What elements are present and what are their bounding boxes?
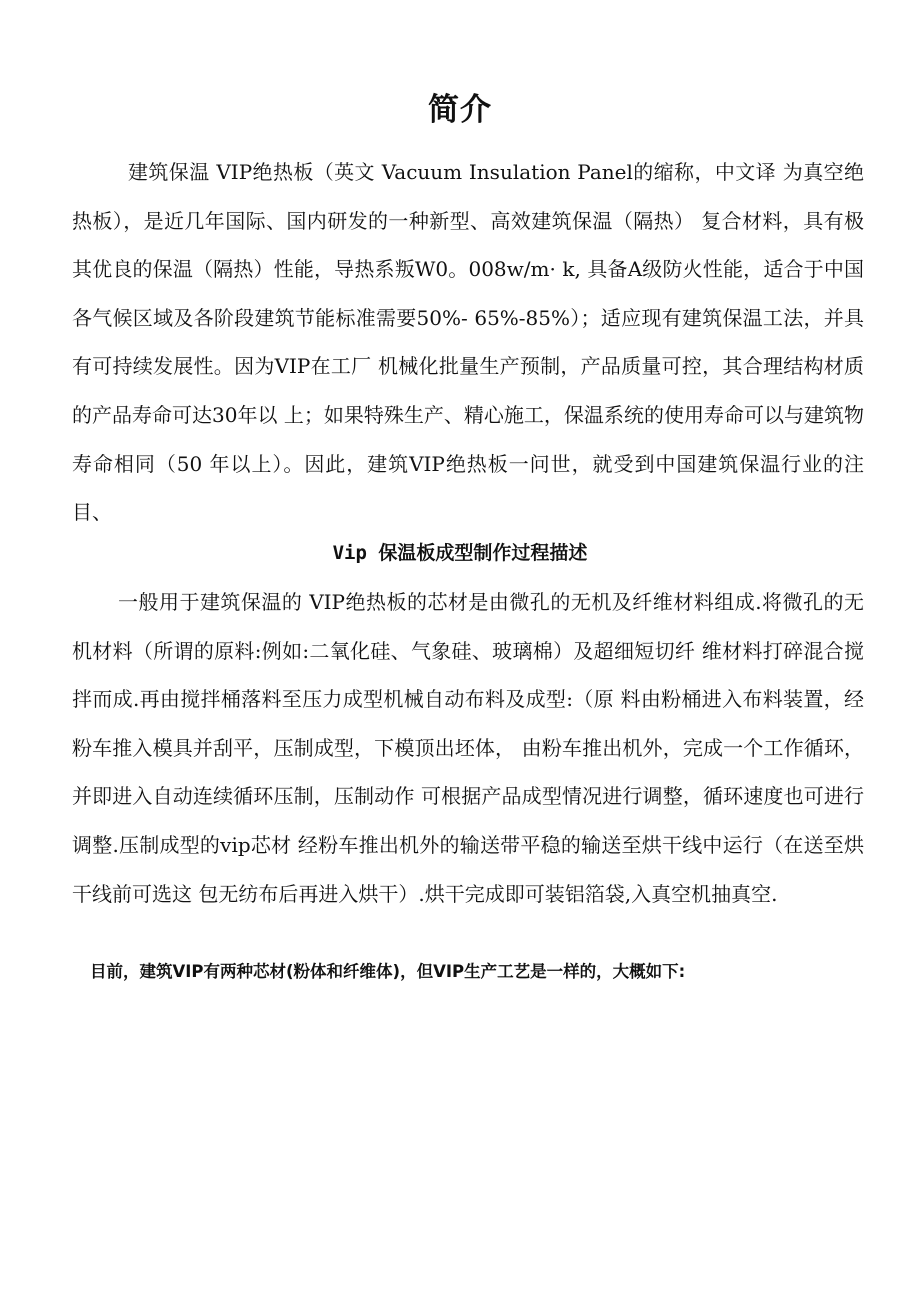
section-heading: Vip 保温板成型制作过程描述 [332,542,588,564]
process-paragraph: 一般用于建筑保温的 VIP绝热板的芯材是由微孔的无机及纤维材料组成.将微孔的无机材料（所谓的原料:例如:二氧化硅、气象硅、玻璃棉）及超细短切纤 维材料打碎混合搅拌而成.再由搅拌桶落料至压力成型机械自动布料及成型:（原 料由粉桶进入布料装置，经粉车推入模具并刮平，压制成型，下模顶出坯体， 由粉车推出机外，完成一个工作循环，并即进入自动连续循环压制，压制动作 可根据产品成型情况进行调整，循环速度也可进行调整.压制成型的vip芯材 经粉车推出机外的输送带平稳的输送至烘干线中运行（在送至烘干线前可选这 包无纺布后再进入烘干）.烘干完成即可装铝箔袋,入真空机抽真空. [72,590,864,906]
document-title: 简介 [428,92,492,128]
intro-paragraph: 建筑保温 VIP绝热板（英文 Vacuum Insulation Panel的缩称，中文译 为真空绝热板），是近几年国际、国内研发的一种新型、高效建筑保温（隔热） 复合材料，具有极其优良的保温（隔热）性能，导热系叛W0。008w/m· k, 具备A级防火性能，适合于中国各气候区域及各阶段建筑节能标准需要50%- 65%-85%）；适应现有建筑保温工法，并具有可持续发展性。因为VIP在工厂 机械化批量生产预制，产品质量可控，其合理结构材质的产品寿命可达30年以 上；如果特殊生产、精心施工，保温系统的使用寿命可以与建筑物寿命相同（50 年以上）。因此，建筑VIP绝热板一问世，就受到中国建筑保温行业的注目、 [72,160,864,525]
closing-note: 目前，建筑VIP有两种芯材(粉体和纤维体)，但VIP生产工艺是一样的，大概如下: [90,962,686,981]
